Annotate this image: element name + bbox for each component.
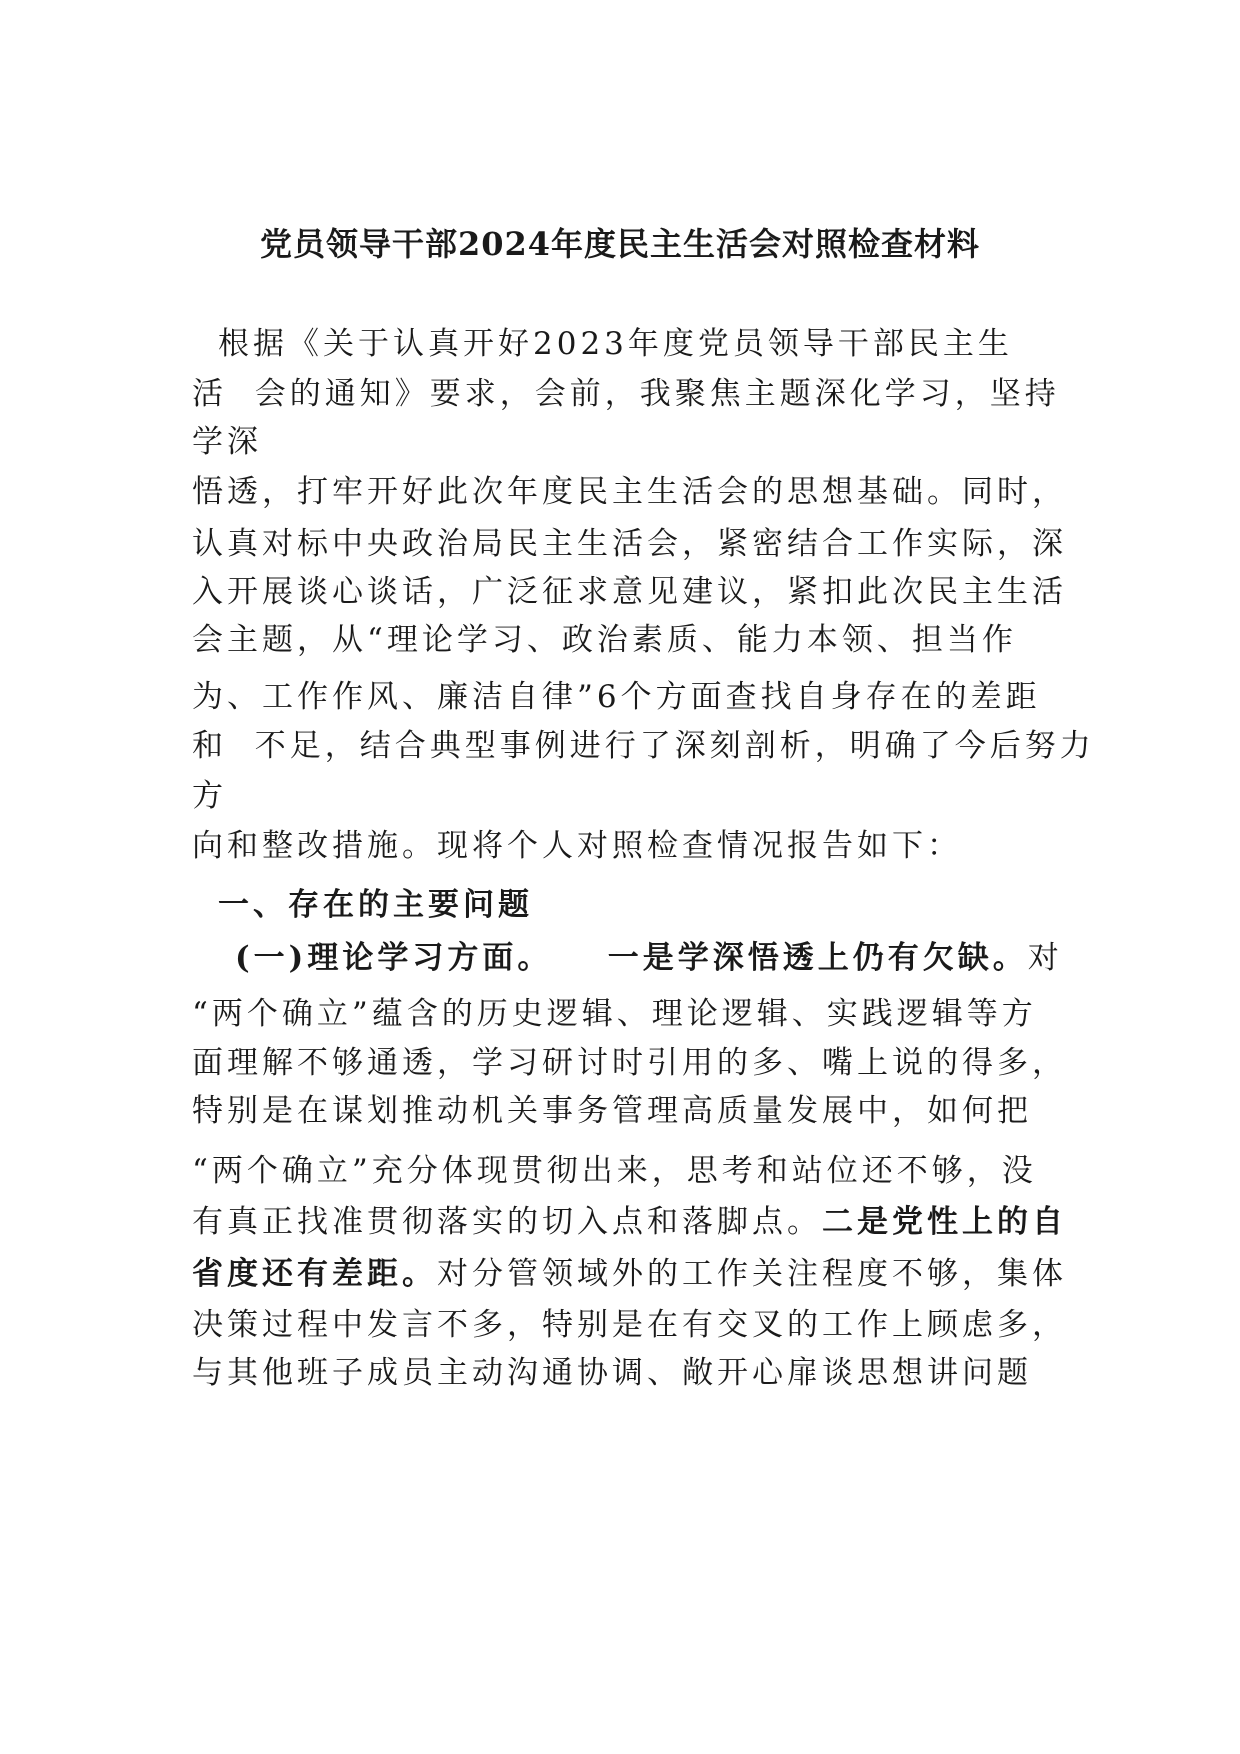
intro-line: 入开展谈心谈话，广泛征求意见建议，紧扣此次民主生活	[192, 574, 1067, 610]
intro-line: 根据《关于认真开好2023年度党员领导干部民主生	[218, 326, 1013, 362]
body-line: 与其他班子成员主动沟通协调、敞开心扉谈思想讲问题	[192, 1355, 1032, 1391]
point2-title-continued: 省度还有差距。	[192, 1256, 437, 1292]
body-line: 特别是在谋划推动机关事务管理高质量发展中，如何把	[192, 1093, 1032, 1129]
intro-line: 向和整改措施。现将个人对照检查情况报告如下：	[192, 828, 962, 864]
body-text: 有真正找准贯彻落实的切入点和落脚点。	[192, 1204, 822, 1240]
point1-lead: 对	[1027, 940, 1063, 976]
subsection-line	[235, 936, 1063, 980]
point2-text: 对分管领域外的工作关注程度不够，集体	[437, 1256, 1067, 1292]
point2-title: 二是党性上的自	[822, 1204, 1067, 1240]
intro-line: 认真对标中央政治局民主生活会，紧密结合工作实际，深	[192, 526, 1067, 562]
subsection-title: (一)理论学习方面。	[235, 940, 553, 976]
body-line: “两个确立”充分体现贯彻出来，思考和站位还不够，没	[192, 1153, 1037, 1189]
intro-line: 和 不足，结合典型事例进行了深刻剖析，明确了今后努力	[192, 728, 1095, 764]
intro-line: 为、工作作风、廉洁自律”6个方面查找自身存在的差距	[192, 679, 1041, 715]
body-line-with-point2	[192, 1200, 1067, 1244]
body-line: 决策过程中发言不多，特别是在有交叉的工作上顾虑多，	[192, 1307, 1067, 1343]
section-heading: 一、存在的主要问题	[218, 887, 533, 923]
body-line: 面理解不够通透，学习研讨时引用的多、嘴上说的得多，	[192, 1045, 1067, 1081]
intro-line: 悟透，打牢开好此次年度民主生活会的思想基础。同时，	[192, 474, 1067, 510]
point1-title: 一是学深悟透上仍有欠缺。	[607, 940, 1028, 976]
intro-line: 学深	[192, 424, 262, 460]
body-line-point2	[192, 1252, 1067, 1296]
intro-line: 活 会的通知》要求，会前，我聚焦主题深化学习，坚持	[192, 376, 1060, 412]
body-line: “两个确立”蕴含的历史逻辑、理论逻辑、实践逻辑等方	[192, 996, 1037, 1032]
intro-line: 方	[192, 778, 227, 814]
document-title: 党员领导干部2024年度民主生活会对照检查材料	[259, 225, 981, 263]
intro-line: 会主题，从“理论学习、政治素质、能力本领、担当作	[192, 622, 1017, 658]
